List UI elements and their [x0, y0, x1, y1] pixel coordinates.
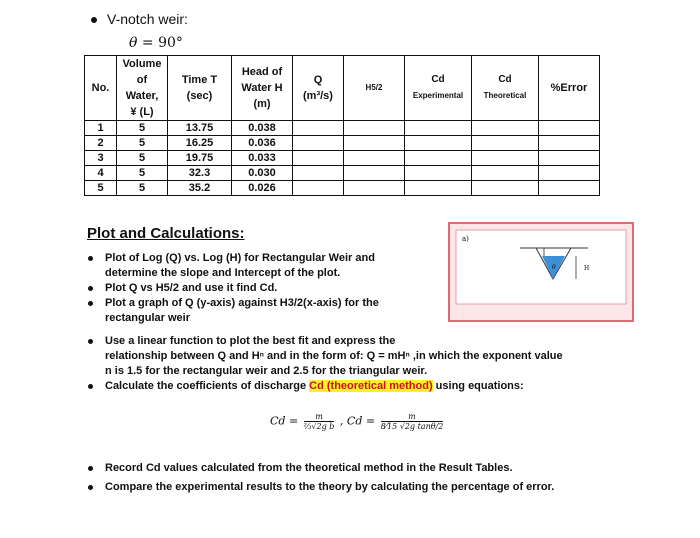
cell-volume: 5	[117, 136, 168, 151]
section-title: Plot and Calculations:	[87, 225, 245, 242]
col-volume-l1: Volume	[122, 58, 162, 70]
cell-time: 13.75	[168, 121, 232, 136]
list-item	[85, 281, 435, 296]
vnotch-heading-text: V-notch weir:	[107, 11, 188, 27]
cell-cd-theo	[472, 151, 539, 166]
bullet-2: Plot Q vs H5/2 and use it find Cd.	[105, 282, 278, 294]
bullet-dot	[85, 334, 105, 379]
col-error: %Error	[539, 56, 600, 121]
cell-head: 0.038	[232, 121, 293, 136]
list-item	[85, 296, 435, 326]
cell-volume: 5	[117, 166, 168, 181]
highlighted-method: Cd (theoretical method)	[309, 380, 433, 392]
cell-h52	[344, 136, 405, 151]
bullet-3-line-1: Plot a graph of Q (y-axis) against H3/2(x-axis) for the	[105, 297, 379, 309]
list-item	[85, 251, 435, 281]
formula-lhs-1: Cd =	[270, 414, 299, 428]
instructions-list-final	[85, 461, 685, 495]
cell-q	[293, 151, 344, 166]
list-item-text	[105, 379, 524, 394]
col-head-l1: Head of	[241, 66, 283, 78]
col-q	[293, 56, 344, 121]
bullet-3-line-2: rectangular weir	[105, 312, 190, 324]
bullet-dot	[85, 480, 105, 495]
bullet-1-line-2: determine the slope and Intercept of the plot.	[105, 267, 341, 279]
cell-cd-theo	[472, 181, 539, 196]
table-row	[85, 181, 600, 196]
head-label: H	[584, 265, 590, 272]
bullet-4-line-3: n is 1.5 for the rectangular weir and 2.5 for the triangular weir.	[105, 365, 428, 377]
cell-volume: 5	[117, 121, 168, 136]
col-volume-l4: ¥ (L)	[130, 106, 154, 118]
cell-head: 0.036	[232, 136, 293, 151]
cell-no: 5	[85, 181, 117, 196]
theta-symbol: θ =	[129, 35, 159, 51]
instructions-list-bottom	[85, 334, 645, 394]
list-item	[85, 379, 645, 394]
cell-head: 0.026	[232, 181, 293, 196]
list-item-text	[105, 334, 563, 379]
cell-cd-exp	[405, 121, 472, 136]
vnotch-heading	[91, 11, 188, 27]
bullet-5-pre: Calculate the coefficients of discharge	[105, 380, 310, 392]
col-volume	[117, 56, 168, 121]
bullet-4-line-1: Use a linear function to plot the best fit and express the	[105, 335, 396, 347]
cell-head: 0.033	[232, 151, 293, 166]
col-h52: H5/2	[344, 56, 405, 121]
col-cd-exp-l2: Experimental	[412, 91, 464, 100]
col-head-l3: (m)	[253, 98, 271, 110]
col-head-l2: Water H	[241, 82, 283, 94]
cell-cd-exp	[405, 166, 472, 181]
col-q-l2: (m³/s)	[303, 90, 333, 102]
formula-den-2: 8⁄15 √2g tanθ/2	[380, 422, 444, 431]
cell-h52	[344, 166, 405, 181]
col-time-l2: (sec)	[186, 90, 213, 102]
cell-cd-exp	[405, 136, 472, 151]
formula-fraction-2	[381, 412, 444, 431]
bullet-5-post: using equations:	[432, 380, 524, 392]
col-head	[232, 56, 293, 121]
cell-h52	[344, 151, 405, 166]
cell-no: 1	[85, 121, 117, 136]
cell-cd-theo	[472, 121, 539, 136]
bullet-dot	[85, 251, 105, 281]
bullet-7: Compare the experimental results to the theory by calculating the percentage of error.	[105, 481, 555, 493]
cell-q	[293, 121, 344, 136]
cd-formula	[270, 412, 445, 431]
col-volume-l2: of	[136, 74, 148, 86]
bullet-dot	[91, 17, 97, 23]
instructions-list-top	[85, 251, 435, 326]
theta-angle-label: θ	[552, 264, 556, 271]
bullet-1-line-1: Plot of Log (Q) vs. Log (H) for Rectangular Weir and	[105, 252, 375, 264]
col-cd-exp-l1: Cd	[431, 74, 445, 85]
cell-no: 2	[85, 136, 117, 151]
figure-tag: a)	[462, 235, 469, 243]
table-row	[85, 166, 600, 181]
cell-volume: 5	[117, 151, 168, 166]
cell-error	[539, 181, 600, 196]
theta-value: 90°	[158, 35, 183, 51]
cell-q	[293, 166, 344, 181]
bullet-6: Record Cd values calculated from the theoretical method in the Result Tables.	[105, 462, 513, 474]
cell-time: 16.25	[168, 136, 232, 151]
list-item	[85, 480, 685, 495]
cell-error	[539, 121, 600, 136]
list-item-text	[105, 296, 379, 326]
cell-no: 3	[85, 151, 117, 166]
formula-den-1: ⅔√2g b	[303, 422, 335, 431]
cell-head: 0.030	[232, 166, 293, 181]
cell-time: 35.2	[168, 181, 232, 196]
cell-no: 4	[85, 166, 117, 181]
bullet-dot	[85, 461, 105, 476]
formula-lhs-2: , Cd =	[339, 414, 376, 428]
formula-num-2: m	[381, 412, 444, 422]
cell-cd-theo	[472, 136, 539, 151]
cell-error	[539, 151, 600, 166]
col-cd-theo-l2: Theoretical	[483, 91, 527, 100]
col-cd-theo-l1: Cd	[498, 74, 512, 85]
col-cd-theo	[472, 56, 539, 121]
cell-volume: 5	[117, 181, 168, 196]
list-item	[85, 334, 645, 379]
data-table	[84, 55, 600, 196]
cell-cd-theo	[472, 166, 539, 181]
col-no: No.	[85, 56, 117, 121]
table-row	[85, 136, 600, 151]
table-row	[85, 121, 600, 136]
formula-num-1: m	[304, 412, 335, 422]
list-item-text	[105, 251, 375, 281]
formula-fraction-1	[304, 412, 335, 431]
cell-cd-exp	[405, 181, 472, 196]
bullet-dot	[85, 296, 105, 326]
cell-cd-exp	[405, 151, 472, 166]
cell-q	[293, 181, 344, 196]
list-item	[85, 461, 685, 476]
bullet-dot	[85, 379, 105, 394]
col-cd-exp	[405, 56, 472, 121]
figure-inner-panel	[456, 230, 626, 304]
cell-h52	[344, 181, 405, 196]
col-volume-l3: Water,	[125, 90, 159, 102]
col-q-l1: Q	[313, 74, 323, 86]
cell-time: 19.75	[168, 151, 232, 166]
cell-error	[539, 166, 600, 181]
cell-h52	[344, 121, 405, 136]
bullet-dot	[85, 281, 105, 296]
cell-q	[293, 136, 344, 151]
cell-error	[539, 136, 600, 151]
bullet-4-line-2: relationship between Q and Hⁿ and in the form of: Q = mHⁿ ,in which the exponent value	[105, 350, 563, 362]
col-time-l1: Time T	[181, 74, 218, 86]
col-time	[168, 56, 232, 121]
table-row	[85, 151, 600, 166]
table-header-row	[85, 56, 600, 121]
theta-equation	[129, 35, 183, 51]
weir-figure	[448, 222, 634, 322]
cell-time: 32.3	[168, 166, 232, 181]
